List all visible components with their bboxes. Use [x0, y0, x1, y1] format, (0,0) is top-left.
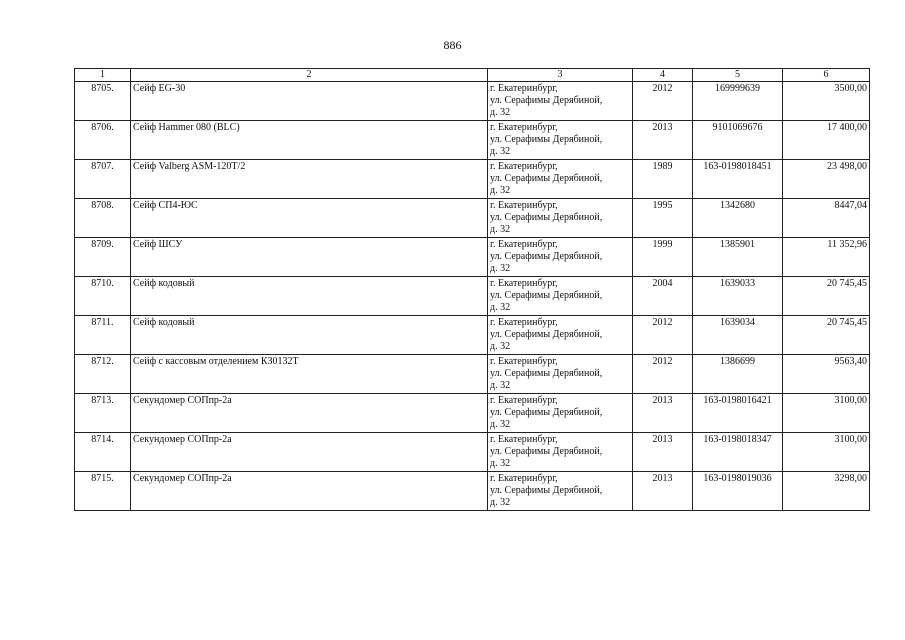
- row-number: 8706.: [75, 121, 131, 160]
- address-line: г. Екатеринбург,: [490, 278, 558, 289]
- item-name: Сейф EG-30: [131, 82, 488, 121]
- table-row: [75, 199, 870, 238]
- table-row: [75, 121, 870, 160]
- address-line: ул. Серафимы Дерябиной,: [490, 368, 603, 379]
- item-name: Сейф кодовый: [131, 277, 488, 316]
- item-address: [488, 472, 633, 511]
- item-name: Сейф с кассовым отделением КЗ0132Т: [131, 355, 488, 394]
- item-name: Секундомер СОПпр-2а: [131, 394, 488, 433]
- item-cost: 9563,40: [783, 355, 870, 394]
- address-line: ул. Серафимы Дерябиной,: [490, 485, 603, 496]
- table-row: [75, 394, 870, 433]
- row-number: 8715.: [75, 472, 131, 511]
- item-address: [488, 394, 633, 433]
- address-line: д. 32: [490, 185, 511, 196]
- address-line: г. Екатеринбург,: [490, 161, 558, 172]
- item-address: [488, 355, 633, 394]
- row-number: 8707.: [75, 160, 131, 199]
- inventory-number: 169999639: [693, 82, 783, 121]
- item-address: [488, 160, 633, 199]
- column-header: 6: [783, 69, 870, 82]
- table-header: [75, 69, 870, 82]
- item-address: [488, 316, 633, 355]
- table-row: [75, 472, 870, 511]
- item-year: 2012: [633, 316, 693, 355]
- item-year: 2013: [633, 472, 693, 511]
- row-number: 8710.: [75, 277, 131, 316]
- column-header: 1: [75, 69, 131, 82]
- address-line: ул. Серафимы Дерябиной,: [490, 290, 603, 301]
- item-cost: 8447,04: [783, 199, 870, 238]
- item-address: [488, 82, 633, 121]
- address-line: д. 32: [490, 419, 511, 430]
- page-number: 886: [443, 38, 462, 52]
- item-year: 2013: [633, 121, 693, 160]
- inventory-number: 1639033: [693, 277, 783, 316]
- address-line: д. 32: [490, 107, 511, 118]
- item-name: Сейф кодовый: [131, 316, 488, 355]
- address-line: ул. Серафимы Дерябиной,: [490, 95, 603, 106]
- item-address: [488, 238, 633, 277]
- table-row: [75, 433, 870, 472]
- item-year: 1999: [633, 238, 693, 277]
- column-header: 5: [693, 69, 783, 82]
- item-name: Сейф ШСУ: [131, 238, 488, 277]
- address-line: г. Екатеринбург,: [490, 356, 558, 367]
- row-number: 8711.: [75, 316, 131, 355]
- item-address: [488, 277, 633, 316]
- address-line: г. Екатеринбург,: [490, 434, 558, 445]
- item-cost: 3298,00: [783, 472, 870, 511]
- inventory-number: 1385901: [693, 238, 783, 277]
- address-line: ул. Серафимы Дерябиной,: [490, 134, 603, 145]
- address-line: д. 32: [490, 341, 511, 352]
- address-line: д. 32: [490, 380, 511, 391]
- inventory-number: 163-0198019036: [693, 472, 783, 511]
- item-year: 2013: [633, 394, 693, 433]
- row-number: 8712.: [75, 355, 131, 394]
- item-year: 1989: [633, 160, 693, 199]
- item-cost: 3500,00: [783, 82, 870, 121]
- column-header: 3: [488, 69, 633, 82]
- item-cost: 3100,00: [783, 394, 870, 433]
- item-address: [488, 121, 633, 160]
- item-year: 2012: [633, 82, 693, 121]
- row-number: 8705.: [75, 82, 131, 121]
- inventory-number: 1342680: [693, 199, 783, 238]
- row-number: 8708.: [75, 199, 131, 238]
- item-year: 2004: [633, 277, 693, 316]
- address-line: ул. Серафимы Дерябиной,: [490, 329, 603, 340]
- item-year: 2012: [633, 355, 693, 394]
- address-line: ул. Серафимы Дерябиной,: [490, 446, 603, 457]
- address-line: ул. Серафимы Дерябиной,: [490, 251, 603, 262]
- item-cost: 17 400,00: [783, 121, 870, 160]
- item-name: Секундомер СОПпр-2а: [131, 472, 488, 511]
- address-line: г. Екатеринбург,: [490, 317, 558, 328]
- inventory-number: 9101069676: [693, 121, 783, 160]
- address-line: г. Екатеринбург,: [490, 395, 558, 406]
- table-row: [75, 277, 870, 316]
- table-row: [75, 316, 870, 355]
- column-header: 4: [633, 69, 693, 82]
- table-row: [75, 82, 870, 121]
- address-line: ул. Серафимы Дерябиной,: [490, 212, 603, 223]
- row-number: 8709.: [75, 238, 131, 277]
- inventory-number: 163-0198018347: [693, 433, 783, 472]
- address-line: ул. Серафимы Дерябиной,: [490, 173, 603, 184]
- address-line: г. Екатеринбург,: [490, 239, 558, 250]
- table-body: [75, 82, 870, 511]
- header-row: [75, 69, 870, 82]
- address-line: д. 32: [490, 224, 511, 235]
- item-year: 2013: [633, 433, 693, 472]
- row-number: 8714.: [75, 433, 131, 472]
- address-line: г. Екатеринбург,: [490, 122, 558, 133]
- column-header: 2: [131, 69, 488, 82]
- address-line: г. Екатеринбург,: [490, 83, 558, 94]
- item-name: Сейф Hammer 080 (BLC): [131, 121, 488, 160]
- inventory-number: 1639034: [693, 316, 783, 355]
- row-number: 8713.: [75, 394, 131, 433]
- inventory-number: 1386699: [693, 355, 783, 394]
- address-line: д. 32: [490, 458, 511, 469]
- address-line: д. 32: [490, 302, 511, 313]
- address-line: д. 32: [490, 497, 511, 508]
- address-line: д. 32: [490, 263, 511, 274]
- inventory-number: 163-0198016421: [693, 394, 783, 433]
- item-name: Сейф Valberg ASM-120T/2: [131, 160, 488, 199]
- address-line: г. Екатеринбург,: [490, 200, 558, 211]
- item-cost: 23 498,00: [783, 160, 870, 199]
- table-row: [75, 355, 870, 394]
- address-line: ул. Серафимы Дерябиной,: [490, 407, 603, 418]
- address-line: д. 32: [490, 146, 511, 157]
- inventory-number: 163-0198018451: [693, 160, 783, 199]
- item-year: 1995: [633, 199, 693, 238]
- item-name: Секундомер СОПпр-2а: [131, 433, 488, 472]
- inventory-table: [74, 68, 870, 511]
- item-cost: 11 352,96: [783, 238, 870, 277]
- table-row: [75, 160, 870, 199]
- address-line: г. Екатеринбург,: [490, 473, 558, 484]
- item-cost: 20 745,45: [783, 316, 870, 355]
- item-cost: 3100,00: [783, 433, 870, 472]
- item-name: Сейф СП4-ЮС: [131, 199, 488, 238]
- item-cost: 20 745,45: [783, 277, 870, 316]
- table-row: [75, 238, 870, 277]
- item-address: [488, 433, 633, 472]
- item-address: [488, 199, 633, 238]
